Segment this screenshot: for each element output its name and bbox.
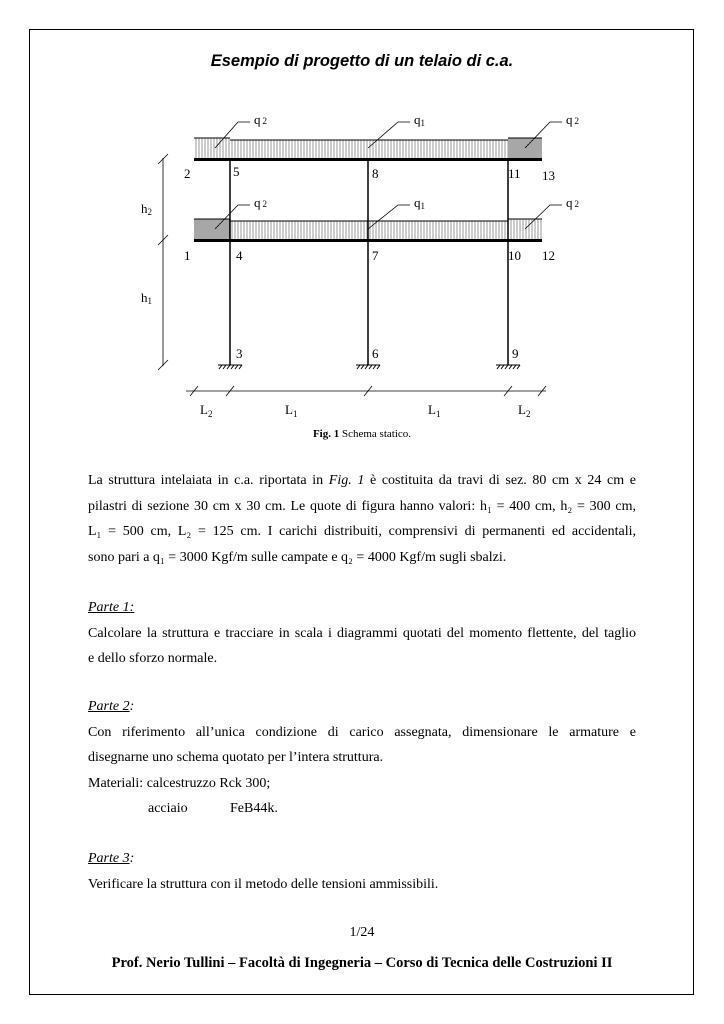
page-number: 1/24 (349, 925, 375, 940)
node-label: 4 (236, 248, 243, 263)
svg-text:h2 (141, 201, 152, 217)
part1-heading: Parte 1: (88, 600, 135, 615)
fixed-support-3 (218, 365, 242, 369)
load-labels (254, 112, 579, 211)
part3-heading: Parte 3 (88, 851, 130, 866)
intro-paragraph (88, 468, 636, 570)
svg-text:L1 (285, 402, 297, 419)
dim-label-sub: 1 (435, 409, 441, 419)
part2-line-2: disegnarne uno schema quotato per l’intera struttura. (88, 750, 384, 765)
svg-text:q2 (566, 112, 579, 127)
load-q1-upper (230, 140, 508, 158)
load-q2-upper-left (194, 138, 230, 158)
footer: Prof. Nerio Tullini – Facoltà di Ingegneria – Corso di Tecnica delle Costruzioni II (111, 955, 613, 971)
fixed-support-6 (356, 365, 380, 369)
node-label: 8 (372, 166, 379, 181)
part2-heading: Parte 2 (88, 699, 130, 714)
dim-label-L: L (428, 402, 436, 417)
dim-label-sub: 2 (207, 409, 213, 419)
part1-section (88, 595, 636, 672)
load-label-sub: 2 (262, 199, 267, 209)
vertical-dimension (158, 154, 168, 370)
node-label: 9 (512, 346, 519, 361)
svg-text:q2 (566, 195, 579, 210)
load-label-q: q (254, 195, 261, 210)
svg-text:q2 (254, 112, 267, 127)
node-label: 12 (542, 248, 555, 263)
node-label: 13 (542, 168, 555, 183)
intro-line-3: L₁ = 500 cm, L₂ = 125 cm. I carichi distribuiti, comprensivi di permanenti ed accidentali, (88, 524, 636, 539)
node-label: 5 (233, 164, 240, 179)
intro-line-2: pilastri di sezione 30 cm x 30 cm. Le quote di figura hanno valori: h₁ = 400 cm, h₂ = 300 cm, (88, 498, 636, 514)
svg-text:q2 (254, 195, 267, 210)
load-label-sub: 2 (574, 199, 579, 209)
span-labels (200, 402, 530, 419)
load-label-q: q (566, 112, 573, 127)
load-label-q: q (414, 195, 421, 210)
dim-label-sub: 2 (147, 207, 152, 217)
svg-text:L2 (518, 402, 530, 419)
part3-section: Parte 3: Verificare la struttura con il metodo delle tensioni ammissibili. (88, 846, 636, 897)
static-scheme-figure (0, 0, 724, 440)
figure-caption (0, 428, 724, 440)
node-label: 11 (508, 166, 521, 181)
load-label-sub: 2 (574, 116, 579, 126)
height-labels (141, 201, 152, 306)
dim-label-h: h (141, 290, 148, 305)
node-label: 7 (372, 248, 379, 263)
part2-steel: acciaio FeB44k. (148, 801, 278, 816)
load-q1-lower (230, 221, 508, 239)
node-label: 2 (184, 166, 191, 181)
dim-label-sub: 1 (292, 409, 298, 419)
dim-label-L: L (285, 402, 293, 417)
node-labels (184, 164, 555, 361)
dim-label-h: h (141, 201, 148, 216)
dim-label-sub: 2 (525, 409, 531, 419)
part2-materials: Materiali: calcestruzzo Rck 300; (88, 775, 271, 791)
load-label-q: q (566, 195, 573, 210)
node-label: 3 (236, 346, 243, 361)
part1-line-1: Calcolare la struttura e tracciare in scala i diagrammi quotati del momento flettente, del taglio (88, 625, 636, 641)
svg-text:q1 (414, 112, 425, 128)
load-label-sub: 2 (262, 116, 267, 126)
part2-line-1: Con riferimento all’unica condizione di carico assegnata, dimensionare le armature e (88, 724, 636, 740)
fig-reference: Fig. 1 (328, 473, 365, 488)
svg-text:L2 (200, 402, 212, 419)
horizontal-dimension (186, 386, 546, 396)
dim-label-L: L (518, 402, 526, 417)
caption-text: Schema statico. (339, 428, 412, 440)
document-title: Esempio di progetto di un telaio di c.a. (210, 52, 514, 70)
load-label-sub: 1 (420, 118, 425, 128)
intro-line-4: sono pari a q₁ = 3000 Kgf/m sulle campate e q₂ = 4000 Kgf/m sugli sbalzi. (88, 549, 507, 565)
load-label-sub: 1 (420, 201, 425, 211)
svg-text:h1 (141, 290, 152, 306)
load-label-q: q (414, 112, 421, 127)
dim-label-sub: 1 (147, 296, 152, 306)
fixed-support-9 (496, 365, 520, 369)
svg-text:q1 (414, 195, 425, 211)
part2-section: Parte 2: Con riferimento all’unica condizione di carico assegnata, dimensionare le armature e disegnarne uno schema quotato per l’intera struttura. Materiali: calcestruzzo Rck 300; acciaio FeB44k. (88, 694, 636, 822)
node-label: 1 (184, 248, 191, 263)
dim-label-L: L (200, 402, 208, 417)
svg-text:L1 (428, 402, 440, 419)
node-label: 6 (372, 346, 379, 361)
load-q2-lower-left (194, 219, 230, 239)
caption-number: Fig. 1 (312, 428, 340, 440)
node-label: 10 (508, 248, 521, 263)
load-label-q: q (254, 112, 261, 127)
part3-line-1: Verificare la struttura con il metodo delle tensioni ammissibili. (88, 876, 439, 892)
intro-line-1: La struttura intelaiata in c.a. riportata in Fig. 1 è costituita da travi di sez. 80 cm x 24 cm e (88, 473, 636, 488)
part1-line-2: e dello sforzo normale. (88, 651, 218, 666)
